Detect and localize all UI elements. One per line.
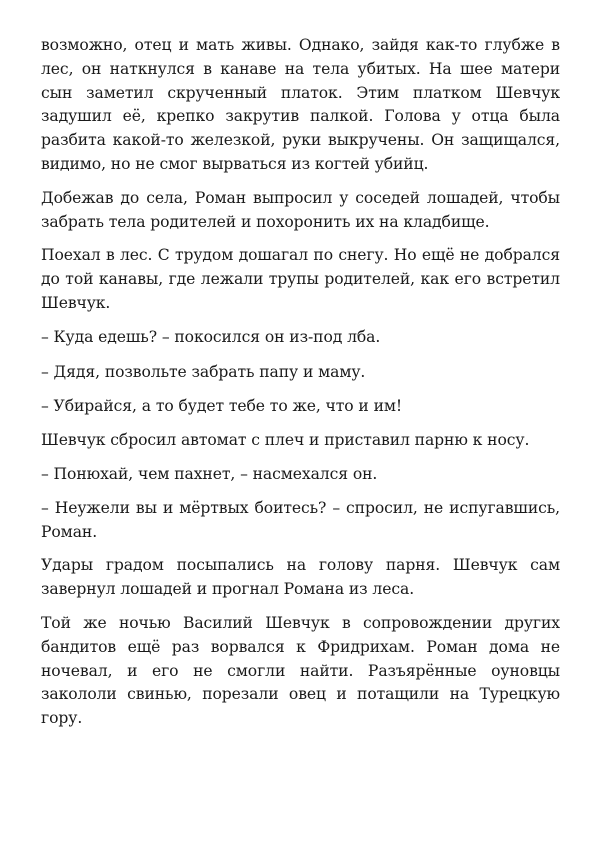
dialogue-line-1: – Куда едешь? – покосился он из-под лба. xyxy=(41,327,381,346)
document-page xyxy=(41,34,560,741)
dialogue-line-3: – Убирайся, а то будет тебе то же, что и им! xyxy=(41,397,403,416)
dialogue-line-2: – Дядя, позвольте забрать папу и маму. xyxy=(41,362,366,381)
paragraph-1: возможно, отец и мать живы. Однако, зайдя как-то глубже в лес, он наткнулся в канаве на тела убитых. На шее матери сын заметил скрученный платок. Этим платком Шевчук задушил её, крепко закрутив палкой. Голова у отца была разбита какой-то железкой, руки выкручены. Он защищался, видимо, но не смог вырваться из когтей убийц. xyxy=(41,36,560,173)
paragraph-6: Той же ночью Василий Шевчук в сопровождении других бандитов ещё раз ворвался к Фридрихам. Роман дома не ночевал, и его не смогли найти. Разъярённые оуновцы закололи свинью, порезали овец и потащили на Турецкую гору. xyxy=(41,613,560,728)
paragraph-5: Удары градом посыпались на голову парня. Шевчук сам завернул лошадей и прогнал Романа из леса. xyxy=(41,556,560,599)
paragraph-2: Добежав до села, Роман выпросил у соседей лошадей, чтобы забрать тела родителей и похоронить их на кладбище. xyxy=(41,188,560,231)
paragraph-4: Шевчук сбросил автомат с плеч и приставил парню к носу. xyxy=(41,431,530,450)
paragraph-3: Поехал в лес. С трудом дошагал по снегу. Но ещё не добрался до той канавы, где лежали трупы родителей, как его встретил Шевчук. xyxy=(41,246,560,312)
dialogue-line-4: – Понюхай, чем пахнет, – насмехался он. xyxy=(41,464,378,483)
dialogue-line-5: – Неужели вы и мёртвых боитесь? – спросил, не испугавшись, Роман. xyxy=(41,498,560,541)
